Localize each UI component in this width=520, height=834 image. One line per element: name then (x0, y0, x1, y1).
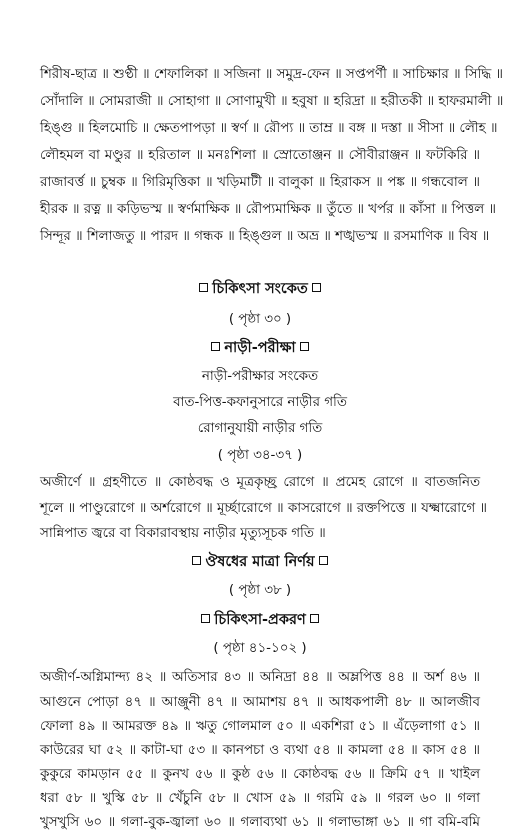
section-title: ঔষধের মাত্রা নির্ণয় (205, 554, 315, 570)
subheading: নাড়ী-পরীক্ষার সংকেত (201, 369, 319, 384)
list-line: হীরক ॥ রত্ন ॥ কড়িভস্ম ॥ স্বর্ণমাক্ষিক ॥ রৌপ্যমাক্ষিক ॥ তুঁতে ॥ খর্পর ॥ কাঁসা ॥ পিত্তল ॥ (40, 202, 496, 217)
box-bullet-icon (312, 283, 321, 292)
box-bullet-icon (310, 614, 319, 623)
section-title: চিকিৎসা সংকেত (212, 281, 308, 297)
list-line: লৌহমল বা মণ্ডুর ॥ হরিতাল ॥ মনঃশিলা ॥ স্রোতোঞ্জন ॥ সৌবীরাঞ্জন ॥ ফটকিরি ॥ (40, 148, 480, 163)
box-bullet-icon (211, 342, 220, 351)
list-line: কাউরের ঘা ৫২ ॥ কাটা-ঘা ৫৩ ॥ কানপচা ও ব্যথা ৫৪ ॥ কামলা ৫৪ ॥ কাস ৫৪ ॥ (40, 743, 480, 758)
list-line: কুকুরে কামড়ান ৫৫ ॥ কুনখ ৫৬ ॥ কুষ্ঠ ৫৬ ॥ কোষ্ঠবদ্ধ ৫৬ ॥ ক্রিমি ৫৭ ॥ খাইল (40, 767, 480, 782)
box-bullet-icon (192, 556, 201, 565)
section-title: চিকিৎসা-প্রকরণ (214, 612, 306, 628)
section-heading (0, 278, 520, 302)
list-line: সোঁদালি ॥ সোমরাজী ॥ সোহাগা ॥ সোণামুখী ॥ হবুষা ॥ হরিদ্রা ॥ হরীতকী ॥ হাফরমালী ॥ (40, 94, 504, 109)
paragraph-line: সান্নিপাত জ্বরে বা বিকারাবস্থায় নাড়ীর মৃত্যুসূচক গতি ॥ (40, 526, 326, 541)
box-bullet-icon (201, 614, 210, 623)
box-bullet-icon (300, 342, 309, 351)
page-reference: ( পৃষ্ঠা ৪১-১০২ ) (213, 641, 307, 656)
list-line: শিরীষ-ছাত্র ॥ শুণ্ঠী ॥ শেফালিকা ॥ সজিনা ॥ সমুদ্র-ফেন ॥ সপ্তপর্ণী ॥ সাচিক্ষার ॥ সিদ্ধি ॥ (40, 67, 504, 82)
list-line: সিন্দূর ॥ শিলাজতু ॥ পারদ ॥ গন্ধক ॥ হিঙ্গুল ॥ অভ্র ॥ শঙ্খভস্ম ॥ রসমাণিক ॥ বিষ ॥ (40, 229, 490, 244)
section-heading (0, 551, 520, 575)
page-reference: ( পৃষ্ঠা ৩৪-৩৭ ) (217, 448, 303, 463)
list-line: ধরা ৫৮ ॥ খুস্কি ৫৮ ॥ খেঁচুনি ৫৮ ॥ খোস ৫৯ ॥ গরমি ৫৯ ॥ গরল ৬০ ॥ গলা (40, 791, 480, 806)
section-heading (0, 609, 520, 633)
subheading: রোগানুযায়ী নাড়ীর গতি (197, 421, 323, 436)
list-line: ফোলা ৪৯ ॥ আমরক্ত ৪৯ ॥ ঋতু গোলমাল ৫০ ॥ একশিরা ৫১ ॥ এঁড়েলাগা ৫১ ॥ (40, 719, 480, 734)
section-title: নাড়ী-পরীক্ষা (224, 340, 296, 356)
subheading: বাত-পিত্ত-কফানুসারে নাড়ীর গতি (173, 395, 347, 410)
list-line: আগুনে পোড়া ৪৭ ॥ আঞ্জুনী ৪৭ ॥ আমাশয় ৪৭ ॥ আধকপালী ৪৮ ॥ আলজীব (40, 695, 480, 710)
page-reference: ( পৃষ্ঠা ৩০ ) (228, 312, 292, 327)
box-bullet-icon (199, 283, 208, 292)
page-reference: ( পৃষ্ঠা ৩৮ ) (228, 583, 292, 598)
section-heading (0, 337, 520, 361)
list-line: খুসখুসি ৬০ ॥ গলা-বুক-জ্বালা ৬০ ॥ গলাব্যথা ৬১ ॥ গলাভাঙ্গা ৬১ ॥ গা বমি-বমি (40, 815, 480, 830)
list-line: অজীর্ণ-অগ্নিমান্দ্য ৪২ ॥ অতিসার ৪৩ ॥ অনিদ্রা ৪৪ ॥ অম্লপিত্ত ৪৪ ॥ অর্শ ৪৬ ॥ (40, 670, 480, 685)
box-bullet-icon (319, 556, 328, 565)
list-line: রাজাবর্ত্ত ॥ চুম্বক ॥ গিরিমৃত্তিকা ॥ খড়িমাটী ॥ বালুকা ॥ হিরাকস ॥ পঙ্ক ॥ গন্ধবোল ॥ (40, 175, 480, 190)
list-line: হিঙ্গু ॥ হিলমোচি ॥ ক্ষেতপাপড়া ॥ স্বর্ণ ॥ রৌপ্য ॥ তাম্র ॥ বঙ্গ ॥ দস্তা ॥ সীসা ॥ লৌহ ॥ (40, 121, 498, 136)
paragraph-line: অজীর্ণে ॥ গ্রহণীতে ॥ কোষ্ঠবদ্ধ ও মূত্রকৃচ্ছ্র রোগে ॥ প্রমেহ রোগে ॥ বাতজনিত (40, 475, 480, 490)
paragraph-line: শূলে ॥ পাণ্ডুরোগে ॥ অর্শরোগে ॥ মূর্চ্ছারোগে ॥ কাসরোগে ॥ রক্তপিত্তে ॥ যক্ষ্মারোগে ॥ (40, 501, 487, 516)
